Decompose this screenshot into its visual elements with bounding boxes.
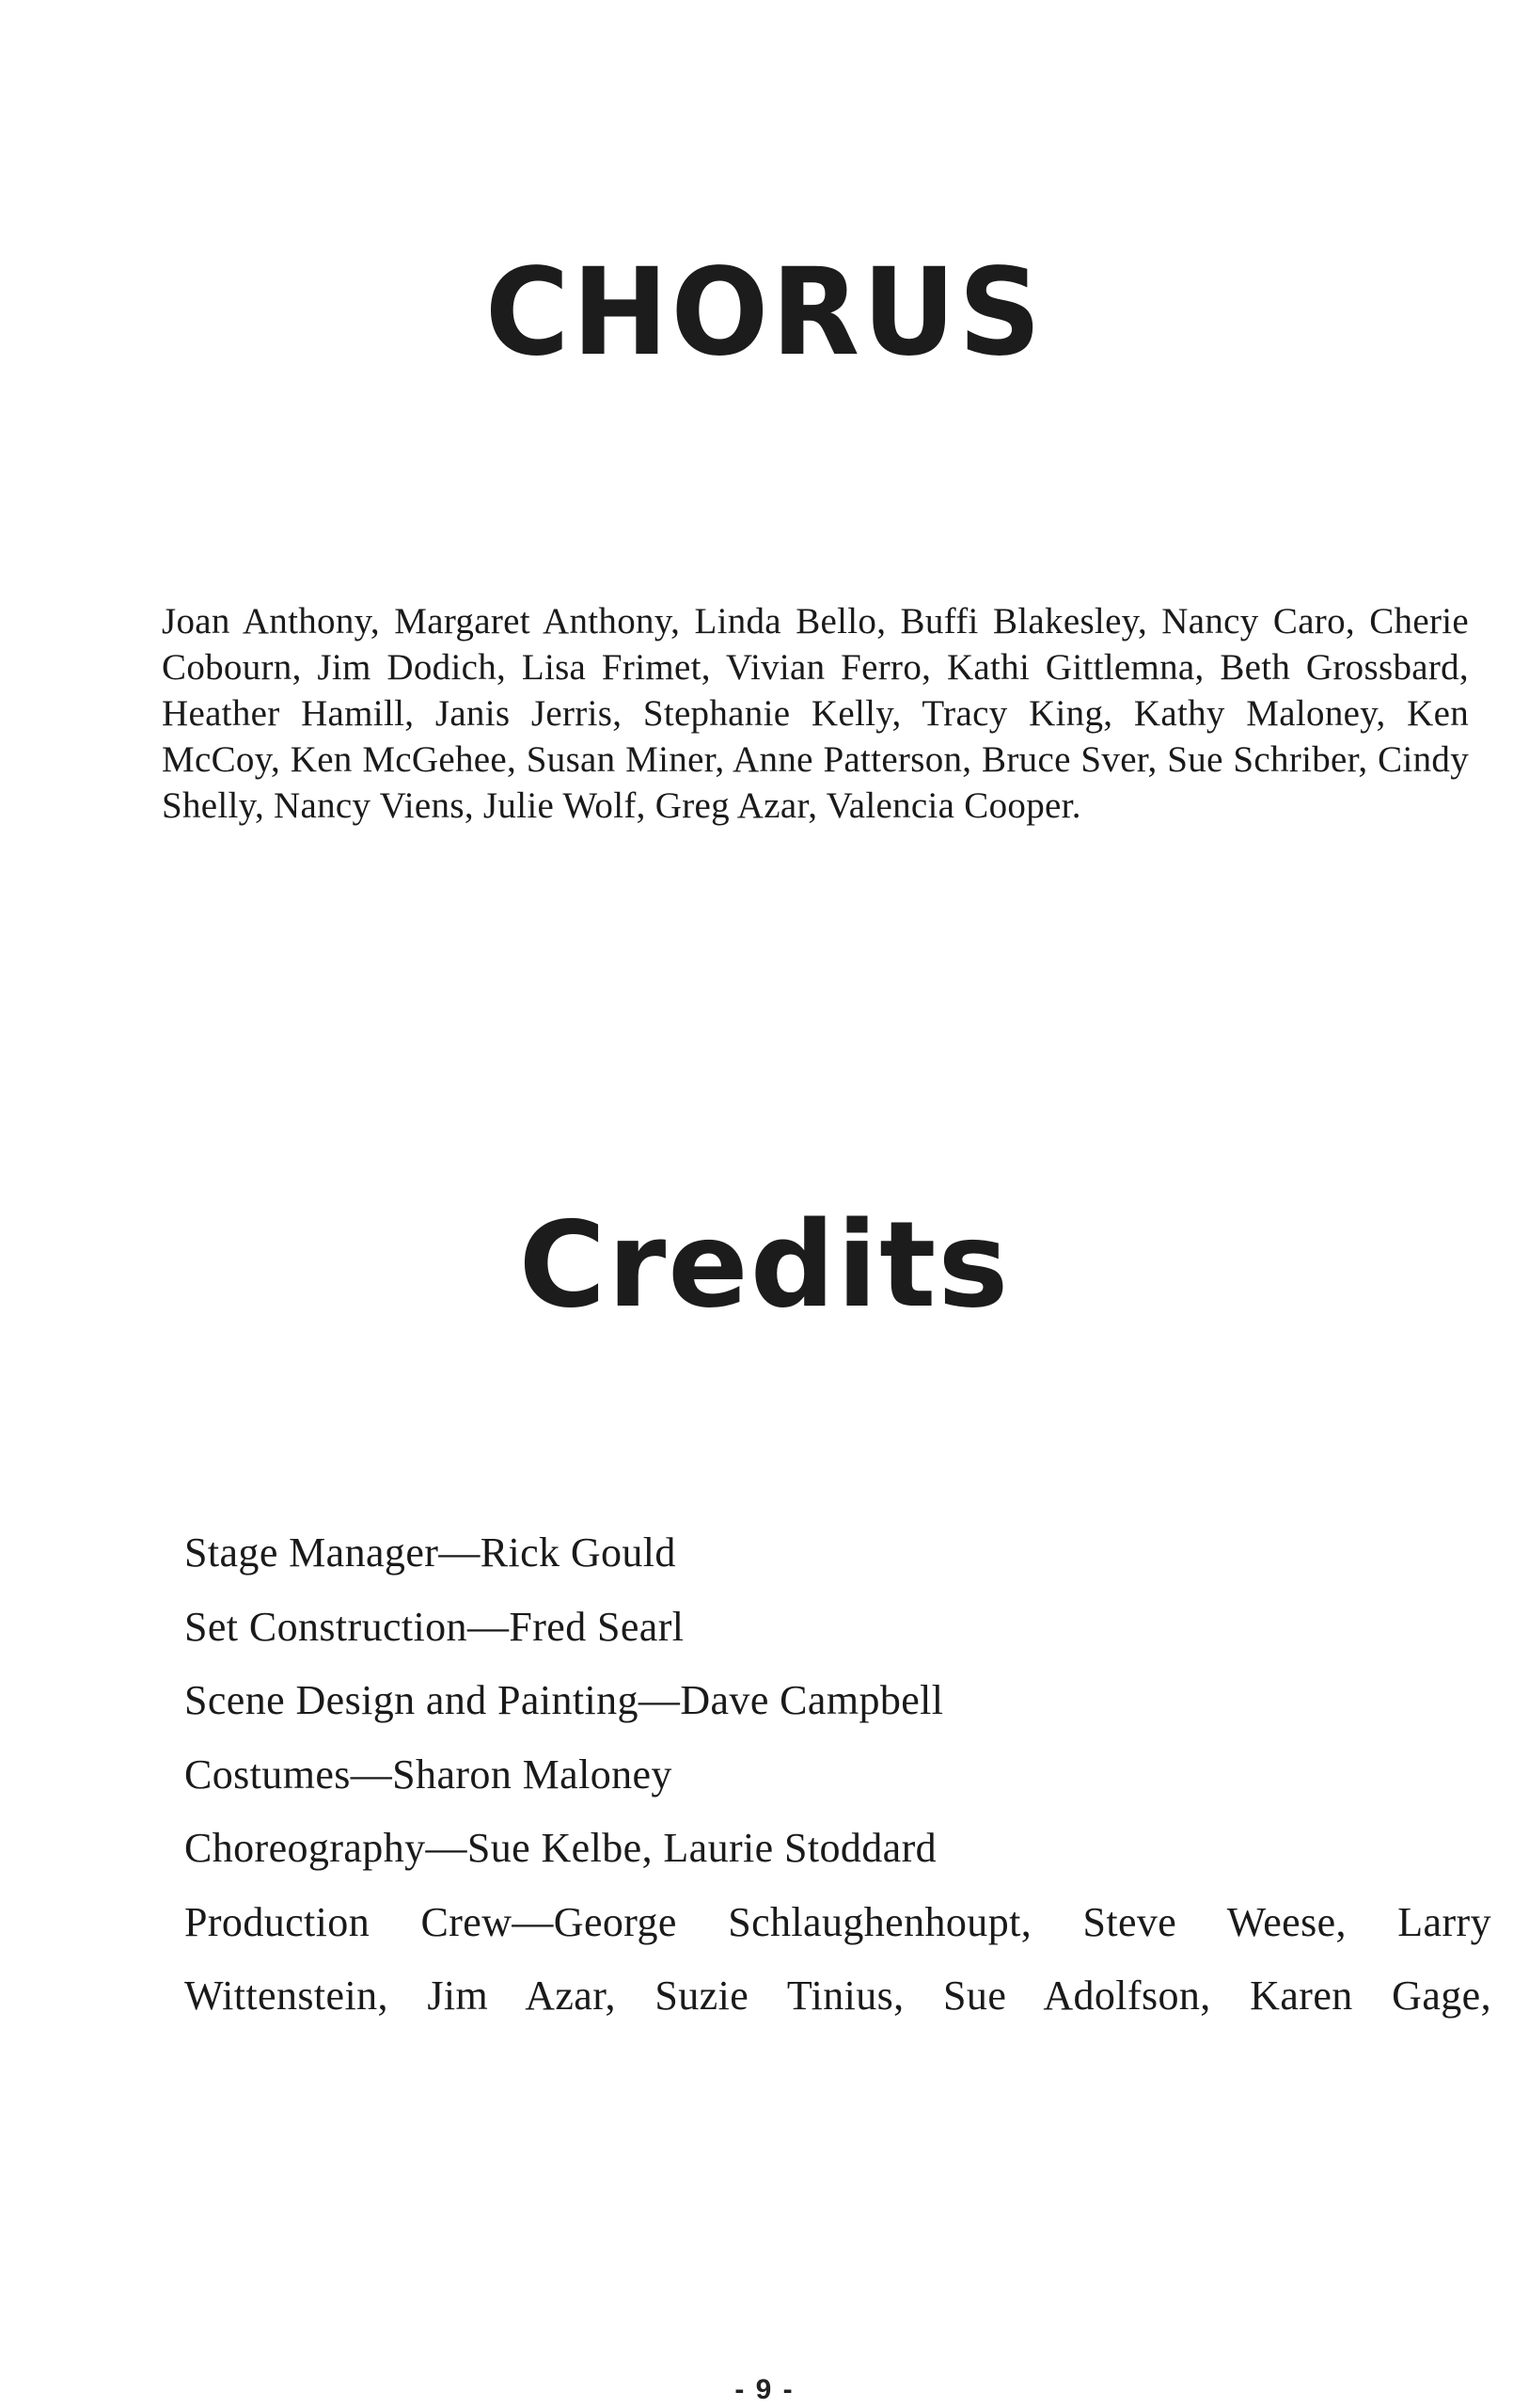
credits-list: [184, 1516, 1491, 2034]
page-number: - 9 -: [734, 2374, 795, 2405]
credit-costumes: Costumes—Sharon Maloney: [184, 1751, 672, 1798]
chorus-members-paragraph: Joan Anthony, Margaret Anthony, Linda Bello, Buffi Blakesley, Nancy Caro, Cherie Cobourn, Jim Dodich, Lisa Frimet, Vivian Ferro, Kathi Gittlemna, Beth Grossbard, Heather Hamill, Janis Jerris, Stephanie Kelly, Tracy King, Kathy Maloney, Ken McCoy, Ken McGehee, Susan Miner, Anne Patterson, Bruce Sver, Sue Schriber, Cindy Shelly, Nancy Viens, Julie Wolf, Greg Azar, Valencia Cooper.: [162, 601, 1469, 826]
chorus-heading: CHORUS: [484, 242, 1045, 383]
credit-stage-manager: Stage Manager—Rick Gould: [184, 1529, 676, 1576]
credit-set-construction: Set Construction—Fred Searl: [184, 1603, 685, 1650]
credit-production-crew: Production Crew—George Schlaughenhoupt, Steve Weese, Larry Wittenstein, Jim Azar, Suzie Tinius, Sue Adolfson, Karen Gage,: [184, 1898, 1491, 2019]
credit-scene-design: Scene Design and Painting—Dave Campbell: [184, 1677, 944, 1723]
credit-choreography: Choreography—Sue Kelbe, Laurie Stoddard: [184, 1825, 938, 1871]
credits-heading: Credits: [518, 1196, 1011, 1334]
